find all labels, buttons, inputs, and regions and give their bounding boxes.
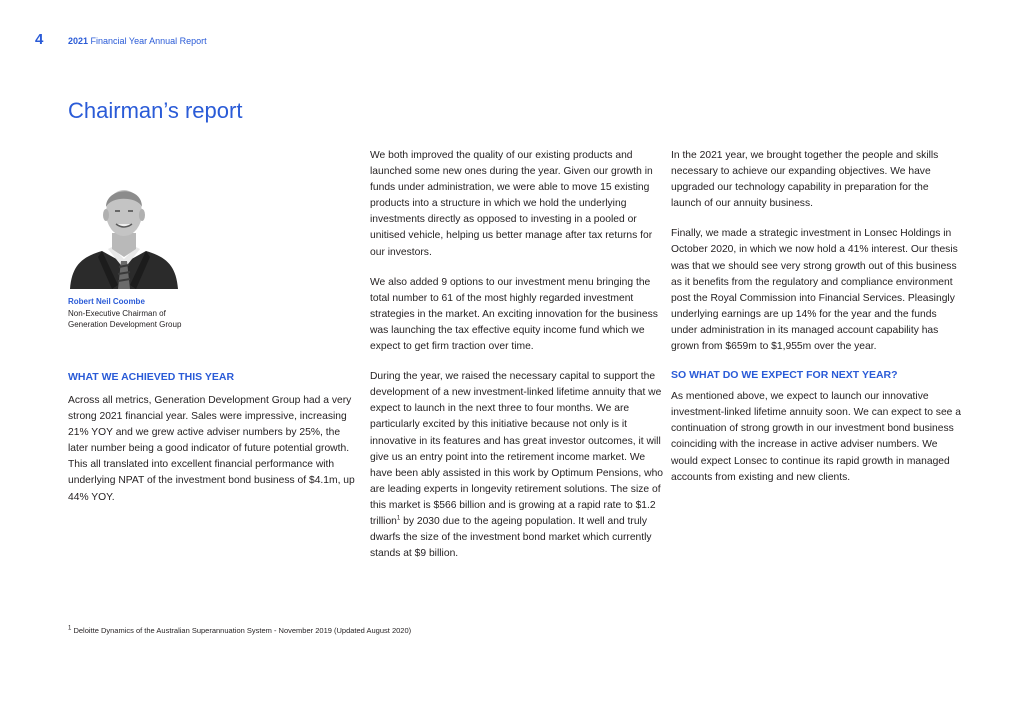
capital-raise-text-end: by 2030 due to the ageing population. It well and truly dwarfs the size of the investment bond market which currently stands at $9 billion. xyxy=(370,515,652,560)
portrait-caption-name: Robert Neil Coombe xyxy=(68,297,145,306)
chairman-portrait xyxy=(68,177,180,289)
footnote-marker: 1 xyxy=(68,625,72,632)
achievements-paragraph: Across all metrics, Generation Development Group had a very strong 2021 financial year. Sales were impressive, increasing 21% YOY and we grew active adviser numbers by 25%, the later number being a good indicator of future potential growth. This all translated into excellent financial performance with underlying NPAT of the investment bond business of $4.1m, up 44% YOY. xyxy=(68,395,355,503)
products-paragraph: We both improved the quality of our existing products and launched some new ones during the year. Given our growth in funds under administration, we were able to move 15 existing products into a structure in which we hold the underlying investments directly as opposed to investing in a pooled or unitised vehicle, helping us better manage after tax returns for our investors. xyxy=(370,150,653,258)
portrait-role-line2: Generation Development Group xyxy=(68,320,182,329)
footnote-text: Deloitte Dynamics of the Australian Superannuation System - November 2019 (Updated August 2020) xyxy=(73,626,412,635)
page-title: Chairman’s report xyxy=(68,98,243,123)
lonsec-paragraph: Finally, we made a strategic investment in Lonsec Holdings in October 2020, in which we now hold a 41% interest. Our thesis was that we should see very strong growth out of this business as it benefits from the regulatory and compliance environment post the Royal Commission into Financial Services. Pleasingly underlying earnings are up 14% for the year and the funds under administration in its managed account capability has grown from $659m to $1,955m over the year. xyxy=(671,228,958,353)
capital-raise-paragraph xyxy=(370,369,665,562)
portrait-caption-role xyxy=(68,308,218,330)
investment-menu-paragraph: We also added 9 options to our investment menu bringing the total number to 61 of the most highly regarded investment strategies in the market. An exciting innovation for the business was launching the tax effective equity income fund which we expect to get firm traction over time. xyxy=(370,276,658,353)
next-year-paragraph: As mentioned above, we expect to launch our innovative investment-linked lifetime annuity soon. We can expect to see a continuation of strong growth in our investment bond business coinciding with the increase in active adviser numbers. We would expect Lonsec to continue its rapid growth in managed accounts from existing and new clients. xyxy=(671,391,961,483)
column-2 xyxy=(370,148,665,576)
running-header xyxy=(68,36,207,46)
column-1 xyxy=(68,371,360,520)
portrait-image xyxy=(68,177,180,289)
achievements-heading: WHAT WE ACHIEVED THIS YEAR xyxy=(68,371,235,383)
footnote xyxy=(68,626,411,635)
report-year: 2021 xyxy=(68,36,89,46)
footnote-reference: 1 xyxy=(396,515,401,522)
portrait-role-line1: Non-Executive Chairman of xyxy=(68,309,166,318)
report-title: Financial Year Annual Report xyxy=(90,36,207,46)
page-number: 4 xyxy=(35,31,44,48)
column-3 xyxy=(671,148,961,500)
next-year-heading: SO WHAT DO WE EXPECT FOR NEXT YEAR? xyxy=(671,369,898,382)
people-skills-paragraph: In the 2021 year, we brought together the people and skills necessary to achieve our expanding objectives. We have upgraded our technology capability in preparation for the launch of our annuity business. xyxy=(671,150,939,210)
capital-raise-text-start: During the year, we raised the necessary capital to support the development of a new investment-linked lifetime annuity that we expect to launch in the next three to four months. We are particularly excited by this initiative because not only is it innovative in its features and has great investor outcomes, it will give us an entry point into the retirement income market. We have been ably assisted in this work by Optimum Pensions, who are leading experts in longevity retirement solutions. The size of this market is $566 billion and is growing at a rapid rate to $1.2 trillion xyxy=(370,371,664,527)
